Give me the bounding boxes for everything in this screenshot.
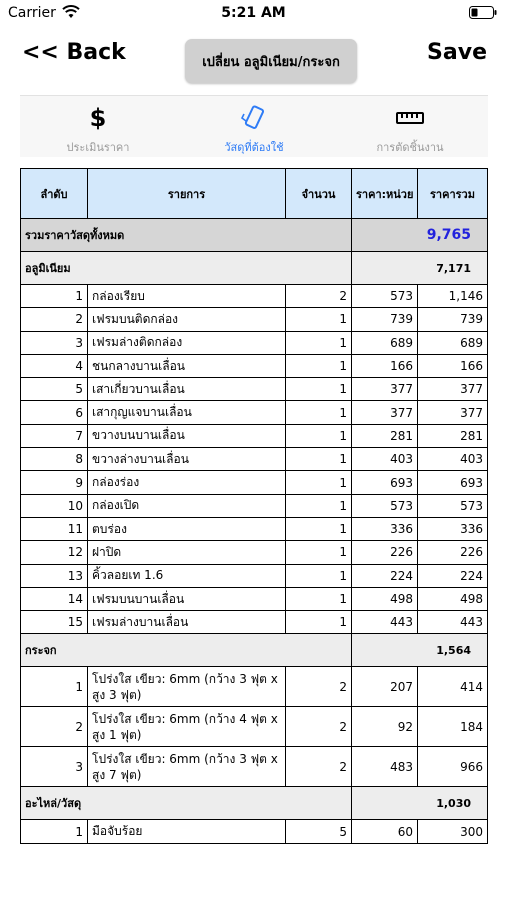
row-unit-price: 207 bbox=[352, 667, 418, 707]
dollar-icon: $ bbox=[89, 104, 107, 132]
row-item: เฟรมบนติดกล่อง bbox=[88, 308, 286, 331]
row-unit-price: 739 bbox=[352, 308, 418, 331]
table-row[interactable] bbox=[21, 707, 488, 747]
row-total: 224 bbox=[418, 564, 488, 587]
row-item: โปร่งใส เขียว: 6mm (กว้าง 3 ฟุต x สูง 3 ฟุต) bbox=[88, 667, 286, 707]
table-row[interactable] bbox=[21, 471, 488, 494]
row-index: 1 bbox=[21, 285, 88, 308]
row-qty: 1 bbox=[286, 354, 352, 377]
row-qty: 1 bbox=[286, 471, 352, 494]
table-row[interactable] bbox=[21, 541, 488, 564]
row-index: 4 bbox=[21, 354, 88, 377]
group-total: 1,564 bbox=[352, 634, 488, 667]
back-button[interactable]: << Back bbox=[22, 40, 126, 65]
group-name: อะไหล่/วัสดุ bbox=[21, 787, 352, 820]
row-total: 336 bbox=[418, 517, 488, 540]
table-row[interactable] bbox=[21, 611, 488, 634]
row-unit-price: 573 bbox=[352, 285, 418, 308]
row-unit-price: 166 bbox=[352, 354, 418, 377]
table-row[interactable] bbox=[21, 494, 488, 517]
row-unit-price: 377 bbox=[352, 378, 418, 401]
group-row bbox=[21, 252, 488, 285]
status-time: 5:21 AM bbox=[221, 5, 286, 21]
row-qty: 1 bbox=[286, 378, 352, 401]
row-index: 6 bbox=[21, 401, 88, 424]
row-qty: 2 bbox=[286, 707, 352, 747]
tab-cutting-label: การตัดชิ้นงาน bbox=[376, 141, 444, 154]
row-total: 573 bbox=[418, 494, 488, 517]
row-qty: 1 bbox=[286, 611, 352, 634]
table-row[interactable] bbox=[21, 820, 488, 843]
group-name: อลูมิเนียม bbox=[21, 252, 352, 285]
status-bar bbox=[0, 0, 507, 28]
row-unit-price: 403 bbox=[352, 448, 418, 471]
header-qty: จำนวน bbox=[286, 169, 352, 219]
row-index: 2 bbox=[21, 308, 88, 331]
row-total: 377 bbox=[418, 401, 488, 424]
row-item: เสากุญแจบานเลื่อน bbox=[88, 401, 286, 424]
table-row[interactable] bbox=[21, 401, 488, 424]
row-item: ขวางบนบานเลื่อน bbox=[88, 424, 286, 447]
group-row bbox=[21, 634, 488, 667]
row-unit-price: 336 bbox=[352, 517, 418, 540]
row-item: เสาเกี่ยวบานเลื่อน bbox=[88, 378, 286, 401]
header-item: รายการ bbox=[88, 169, 286, 219]
row-total: 184 bbox=[418, 707, 488, 747]
row-total: 966 bbox=[418, 747, 488, 787]
row-unit-price: 689 bbox=[352, 331, 418, 354]
row-qty: 1 bbox=[286, 541, 352, 564]
row-total: 693 bbox=[418, 471, 488, 494]
row-qty: 1 bbox=[286, 331, 352, 354]
row-index: 5 bbox=[21, 378, 88, 401]
row-qty: 2 bbox=[286, 667, 352, 707]
row-total: 739 bbox=[418, 308, 488, 331]
row-qty: 1 bbox=[286, 587, 352, 610]
row-item: เฟรมล่างบานเลื่อน bbox=[88, 611, 286, 634]
switch-material-button[interactable]: เปลี่ยน อลูมิเนียม/กระจก bbox=[185, 39, 357, 83]
group-total: 7,171 bbox=[352, 252, 488, 285]
row-unit-price: 377 bbox=[352, 401, 418, 424]
row-unit-price: 693 bbox=[352, 471, 418, 494]
row-qty: 1 bbox=[286, 401, 352, 424]
row-unit-price: 483 bbox=[352, 747, 418, 787]
row-total: 1,146 bbox=[418, 285, 488, 308]
row-index: 2 bbox=[21, 707, 88, 747]
row-item: โปร่งใส เขียว: 6mm (กว้าง 3 ฟุต x สูง 7 ฟุต) bbox=[88, 747, 286, 787]
header-total: ราคารวม bbox=[418, 169, 488, 219]
row-index: 1 bbox=[21, 667, 88, 707]
row-qty: 1 bbox=[286, 494, 352, 517]
row-item: ชนกลางบานเลื่อน bbox=[88, 354, 286, 377]
row-total: 377 bbox=[418, 378, 488, 401]
tab-cutting[interactable] bbox=[332, 96, 488, 158]
ruler-icon bbox=[396, 110, 424, 126]
row-index: 3 bbox=[21, 747, 88, 787]
row-unit-price: 573 bbox=[352, 494, 418, 517]
tab-estimate[interactable] bbox=[20, 96, 176, 158]
phone-tilt-icon bbox=[241, 105, 267, 131]
row-qty: 5 bbox=[286, 820, 352, 843]
row-item: กล่องเปิด bbox=[88, 494, 286, 517]
save-button[interactable]: Save bbox=[427, 40, 487, 65]
table-row[interactable] bbox=[21, 354, 488, 377]
row-total: 403 bbox=[418, 448, 488, 471]
row-item: กล่องร่อง bbox=[88, 471, 286, 494]
row-index: 11 bbox=[21, 517, 88, 540]
row-total: 226 bbox=[418, 541, 488, 564]
table-row[interactable] bbox=[21, 378, 488, 401]
row-item: กล่องเรียบ bbox=[88, 285, 286, 308]
table-row[interactable] bbox=[21, 331, 488, 354]
row-unit-price: 92 bbox=[352, 707, 418, 747]
row-item: เฟรมล่างติดกล่อง bbox=[88, 331, 286, 354]
group-total: 1,030 bbox=[352, 787, 488, 820]
row-qty: 2 bbox=[286, 285, 352, 308]
row-item: ตบร่อง bbox=[88, 517, 286, 540]
row-total: 281 bbox=[418, 424, 488, 447]
row-item: คิ้วลอยเท 1.6 bbox=[88, 564, 286, 587]
table-row[interactable] bbox=[21, 517, 488, 540]
row-index: 15 bbox=[21, 611, 88, 634]
row-total: 443 bbox=[418, 611, 488, 634]
group-row bbox=[21, 787, 488, 820]
tab-bar bbox=[20, 95, 488, 157]
summary-row bbox=[21, 219, 488, 252]
header-unit-price: ราคา:หน่วย bbox=[352, 169, 418, 219]
table-row[interactable] bbox=[21, 285, 488, 308]
group-name: กระจก bbox=[21, 634, 352, 667]
table-row[interactable] bbox=[21, 667, 488, 707]
table-row[interactable] bbox=[21, 424, 488, 447]
row-unit-price: 60 bbox=[352, 820, 418, 843]
header-index: ลำดับ bbox=[21, 169, 88, 219]
nav-bar bbox=[0, 28, 507, 90]
tab-estimate-label: ประเมินราคา bbox=[66, 141, 130, 154]
table-row[interactable] bbox=[21, 448, 488, 471]
table-header-row bbox=[21, 169, 488, 219]
row-index: 8 bbox=[21, 448, 88, 471]
table-row[interactable] bbox=[21, 308, 488, 331]
summary-total: 9,765 bbox=[352, 219, 488, 252]
table-row[interactable] bbox=[21, 747, 488, 787]
tab-materials[interactable] bbox=[176, 96, 332, 158]
table-row[interactable] bbox=[21, 564, 488, 587]
row-index: 14 bbox=[21, 587, 88, 610]
row-qty: 1 bbox=[286, 308, 352, 331]
row-item: ขวางล่างบานเลื่อน bbox=[88, 448, 286, 471]
row-index: 3 bbox=[21, 331, 88, 354]
row-qty: 2 bbox=[286, 747, 352, 787]
row-unit-price: 443 bbox=[352, 611, 418, 634]
row-item: โปร่งใส เขียว: 6mm (กว้าง 4 ฟุต x สูง 1 ฟุต) bbox=[88, 707, 286, 747]
table-row[interactable] bbox=[21, 587, 488, 610]
row-unit-price: 226 bbox=[352, 541, 418, 564]
row-qty: 1 bbox=[286, 517, 352, 540]
row-index: 7 bbox=[21, 424, 88, 447]
row-item: มือจับร้อย bbox=[88, 820, 286, 843]
row-qty: 1 bbox=[286, 564, 352, 587]
row-qty: 1 bbox=[286, 448, 352, 471]
row-index: 10 bbox=[21, 494, 88, 517]
row-index: 12 bbox=[21, 541, 88, 564]
row-unit-price: 224 bbox=[352, 564, 418, 587]
carrier-label: Carrier bbox=[8, 5, 56, 21]
row-index: 9 bbox=[21, 471, 88, 494]
summary-label: รวมราคาวัสดุทั้งหมด bbox=[21, 219, 352, 252]
row-total: 498 bbox=[418, 587, 488, 610]
materials-table bbox=[20, 168, 488, 844]
row-item: เฟรมบนบานเลื่อน bbox=[88, 587, 286, 610]
materials-table-container[interactable] bbox=[20, 168, 488, 839]
row-total: 689 bbox=[418, 331, 488, 354]
battery-icon bbox=[469, 6, 497, 19]
row-index: 1 bbox=[21, 820, 88, 843]
row-item: ฝาปิด bbox=[88, 541, 286, 564]
tab-materials-label: วัสดุที่ต้องใช้ bbox=[224, 141, 284, 154]
row-index: 13 bbox=[21, 564, 88, 587]
row-unit-price: 281 bbox=[352, 424, 418, 447]
row-total: 166 bbox=[418, 354, 488, 377]
row-total: 300 bbox=[418, 820, 488, 843]
row-total: 414 bbox=[418, 667, 488, 707]
row-qty: 1 bbox=[286, 424, 352, 447]
row-unit-price: 498 bbox=[352, 587, 418, 610]
